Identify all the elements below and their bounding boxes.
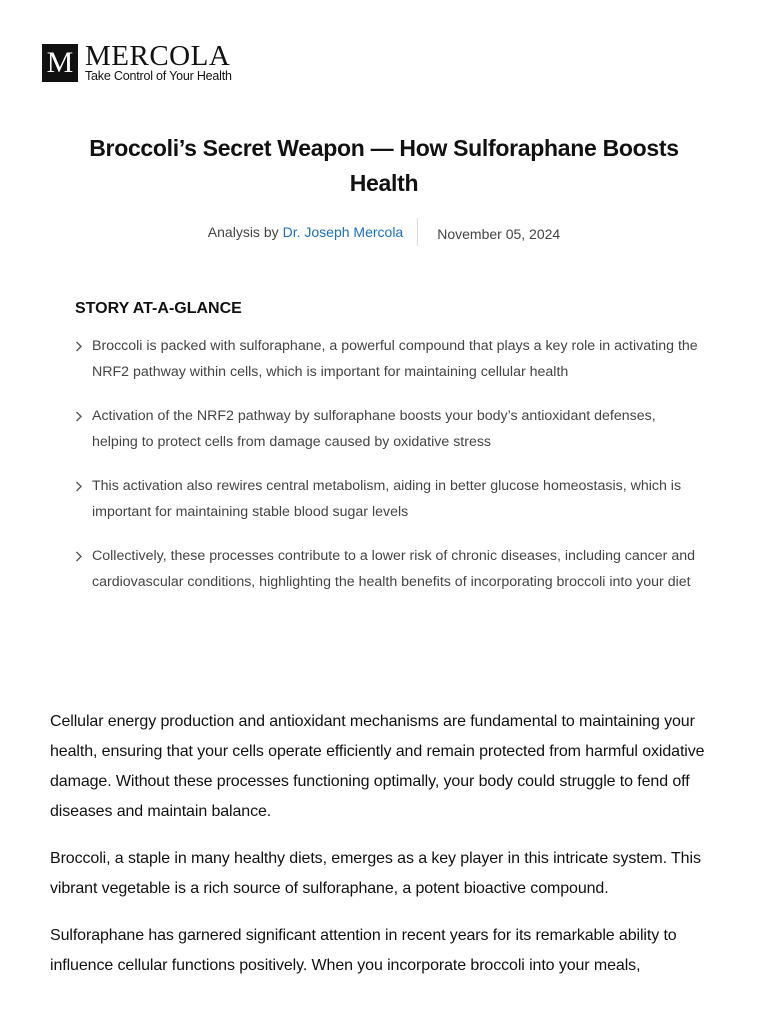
glance-item-text: This activation also rewires central metabolism, aiding in better glucose homeostasis, which is important for maintaining stable blood sugar levels	[92, 478, 682, 520]
article-byline	[0, 218, 768, 246]
body-paragraph: Cellular energy production and antioxidant mechanisms are fundamental to maintaining your health, ensuring that your cells operate efficiently and remain protected from harmful oxidative damage. Without these processes functioning optimally, your body could struggle to fend off diseases and maintain balance.	[50, 713, 705, 820]
body-paragraph: Broccoli, a staple in many healthy diets, emerges as a key player in this intricate system. This vibrant vegetable is a rich source of sulforaphane, a potent bioactive compound.	[50, 850, 701, 897]
list-item	[75, 403, 715, 455]
glance-heading: STORY AT-A-GLANCE	[75, 300, 242, 317]
byline-prefix: Analysis by	[207, 224, 279, 240]
glance-list	[75, 333, 715, 595]
logo-tagline: Take Control of Your Health	[85, 69, 232, 83]
byline-analysis	[208, 218, 417, 246]
list-item	[75, 473, 715, 525]
chevron-right-icon	[75, 543, 92, 569]
glance-item-text: Collectively, these processes contribute to a lower risk of chronic diseases, including cancer and cardiovascular conditions, highlighting the health benefits of incorporating broccoli into your diet	[92, 548, 696, 590]
logo-mark: M	[42, 44, 78, 82]
glance-item-text: Broccoli is packed with sulforaphane, a powerful compound that plays a key role in activating the NRF2 pathway within cells, which is important for maintaining cellular health	[92, 338, 698, 380]
article-title: Broccoli’s Secret Weapon — How Sulforaphane Boosts Health	[89, 135, 679, 196]
chevron-right-icon	[75, 403, 92, 429]
publish-date: November 05, 2024	[437, 226, 561, 242]
mercola-logo[interactable]	[42, 40, 232, 83]
list-item	[75, 333, 715, 385]
glance-item-text: Activation of the NRF2 pathway by sulforaphane boosts your body’s antioxidant defenses, helping to protect cells from damage caused by oxidative stress	[92, 408, 656, 450]
article-body	[50, 707, 722, 998]
logo-text	[85, 40, 232, 83]
body-paragraph: Sulforaphane has garnered significant attention in recent years for its remarkable ability to influence cellular functions positively. When you incorporate broccoli into your meals,	[50, 927, 677, 974]
chevron-right-icon	[75, 473, 92, 499]
chevron-right-icon	[75, 333, 92, 359]
story-at-a-glance	[75, 299, 715, 613]
list-item	[75, 543, 715, 595]
logo-name: MERCOLA	[85, 40, 231, 72]
author-link[interactable]: Dr. Joseph Mercola	[282, 224, 404, 240]
